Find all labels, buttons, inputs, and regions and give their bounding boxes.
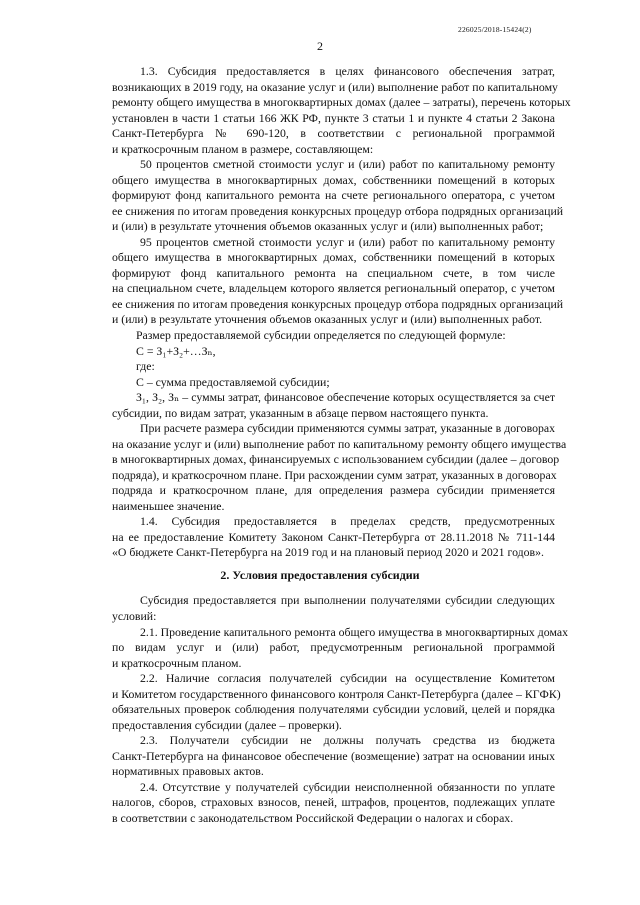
text-line: 2.2. Наличие согласия получателей субсидии на осуществление Комитетом [140, 671, 555, 685]
formula: С = З₁+З₂+…Зₙ, [136, 344, 216, 358]
text-line: Субсидия предоставляется при выполнении получателями субсидии следующих [140, 593, 555, 607]
text-line: в многоквартирных домах, финансируемых с использованием субсидии (далее – договор [112, 452, 560, 466]
text-line: и краткосрочным планом. [112, 656, 242, 670]
text-line: Размер предоставляемой субсидии определяется по следующей формуле: [136, 328, 506, 342]
text-line: 95 процентов сметной стоимости услуг и (или) работ по капитальному ремонту [140, 235, 555, 249]
text-line: ее снижения по итогам проведения конкурсных процедур отбора подрядных организаций [112, 297, 564, 311]
text-line: Санкт-Петербурга № 690-120, в соответствии с региональной программой [112, 126, 555, 140]
text-line: и краткосрочным планом в размере, составляющем: [112, 142, 374, 156]
text-line: на оказание услуг и (или) выполнение работ по капитальному ремонту общего имущества [112, 437, 567, 451]
text-line: где: [136, 359, 155, 373]
text-line: З₁, З₂, Зₙ – суммы затрат, финансовое обеспечение которых осуществляется за счет [136, 390, 555, 404]
text-line: нормативных правовых актов. [112, 764, 264, 778]
text-line: общего имущества в многоквартирных домах, собственники помещений в которых [112, 173, 555, 187]
text-line: по видам услуг и (или) работ, предусмотренным региональной программой [112, 640, 555, 654]
page-number: 2 [317, 39, 323, 53]
text-line: Санкт-Петербурга на финансовое обеспечение (возмещение) затрат на основании иных [112, 749, 555, 763]
text-line: наименьшее значение. [112, 499, 225, 513]
text-line: субсидии, по видам затрат, указанным в абзаце первом настоящего пункта. [112, 406, 489, 420]
text-line: ее снижения по итогам проведения конкурсных процедур отбора подрядных организаций [112, 204, 564, 218]
text-line: ремонту общего имущества в многоквартирных домах (далее – затраты), перечень которых [112, 95, 571, 109]
text-line: формируют фонд капитального ремонта на специальном счете, в том числе [112, 266, 555, 280]
text-line: 2.4. Отсутствие у получателей субсидии неисполненной обязанности по уплате [140, 780, 555, 794]
text-line: При расчете размера субсидии применяются суммы затрат, указанные в договорах [140, 421, 555, 435]
text-line: условий: [112, 609, 157, 623]
text-line: 1.3. Субсидия предоставляется в целях финансового обеспечения затрат, [140, 64, 555, 78]
text-line: на специальном счете, владельцем которого является региональный оператор, с учетом [112, 281, 555, 295]
text-line: подряда и краткосрочном плане, для определения размера субсидии применяется [112, 483, 555, 497]
text-line: и (или) в результате уточнения объемов оказанных услуг и (или) выполненных работ. [112, 312, 543, 326]
text-line: 2.3. Получатели субсидии не должны получать средства из бюджета [140, 733, 555, 747]
text-line: формируют фонд капитального ремонта на счете регионального оператора, с учетом [112, 188, 555, 202]
text-line: налогов, сборов, страховых взносов, пеней, штрафов, процентов, подлежащих уплате [112, 795, 555, 809]
text-line: установлен в части 1 статьи 166 ЖК РФ, пункте 3 статьи 1 и пункте 4 статьи 2 Закона [112, 111, 555, 125]
text-line: 2.1. Проведение капитального ремонта общего имущества в многоквартирных домах [140, 625, 568, 639]
text-line: «О бюджете Санкт-Петербурга на 2019 год и на плановый период 2020 и 2021 годов». [112, 545, 544, 559]
text-line: в соответствии с законодательством Российской Федерации о налогах и сборах. [112, 811, 514, 825]
text-line: предоставления субсидии (далее – проверки). [112, 718, 342, 732]
document-id: 226025/2018-15424(2) [458, 25, 532, 34]
text-line: на ее предоставление Комитету Законом Санкт-Петербурга от 28.11.2018 № 711-144 [112, 530, 555, 544]
text-line: 1.4. Субсидия предоставляется в пределах средств, предусмотренных [140, 514, 555, 528]
text-line: общего имущества в многоквартирных домах, собственники помещений в которых [112, 250, 555, 264]
text-line: 50 процентов сметной стоимости услуг и (или) работ по капитальному ремонту [140, 157, 555, 171]
section-heading: 2. Условия предоставления субсидии [220, 568, 420, 582]
text-line: подряда), и краткосрочном плане. При расхождении сумм затрат, указанных в договорах [112, 468, 557, 482]
text-line: С – сумма предоставляемой субсидии; [136, 375, 330, 389]
text-line: обязательных проверок соблюдения получателями субсидии условий, целей и порядка [112, 702, 555, 716]
text-line: и Комитетом государственного финансового контроля Санкт-Петербурга (далее – КГФК) [112, 687, 561, 701]
text-line: и (или) в результате уточнения объемов оказанных услуг и (или) выполненных работ; [112, 219, 544, 233]
text-line: возникающих в 2019 году, на оказание услуг и (или) выполнение работ по капитальному [112, 80, 558, 94]
